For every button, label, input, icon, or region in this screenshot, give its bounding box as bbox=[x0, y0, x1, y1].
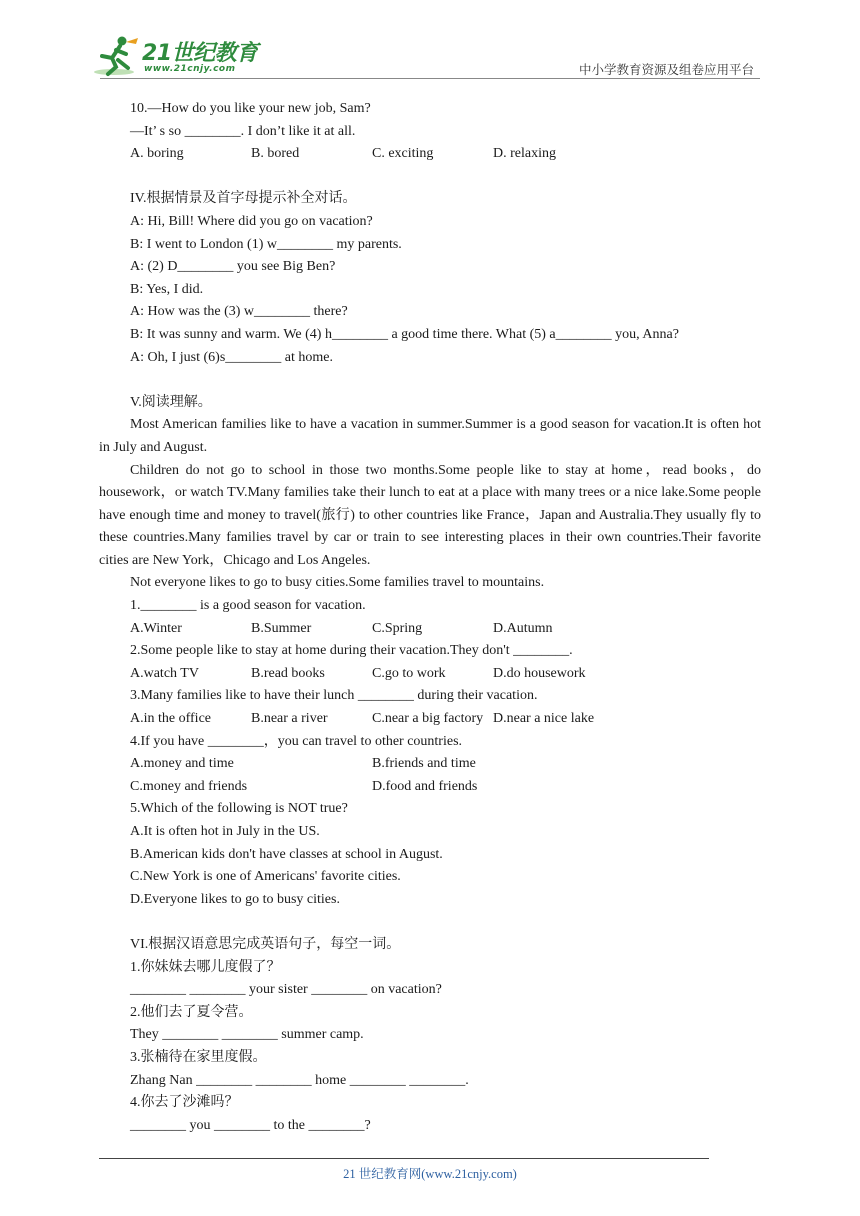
option-a: A.in the office bbox=[130, 711, 211, 727]
translation-prompt: 3.张楠待在家里度假。 bbox=[130, 1049, 267, 1065]
dialogue-line: B: It was sunny and warm. We (4) h________ a good time there. What (5) a________ you, Anna? bbox=[130, 326, 679, 342]
reading-paragraph: Most American families like to have a vacation in summer.Summer is a good season for vacation.It is often hot in July and August. bbox=[99, 417, 761, 455]
option-c: C.Spring bbox=[372, 620, 423, 636]
section-4-title: IV.根据情景及首字母提示补全对话。 bbox=[130, 191, 357, 207]
section-5-title: V.阅读理解。 bbox=[130, 394, 212, 410]
footer-divider bbox=[99, 1158, 709, 1159]
option-c: C. exciting bbox=[372, 146, 434, 162]
translation-answer: ________ ________ your sister ________ on vacation? bbox=[130, 982, 442, 998]
translation-prompt: 2.他们去了夏令营。 bbox=[130, 1004, 253, 1020]
option-b: B. bored bbox=[251, 146, 300, 162]
reading-q1-stem: 1.________ is a good season for vacation. bbox=[130, 598, 366, 614]
option-a: A.money and time bbox=[130, 756, 234, 772]
question-10-line2: —It’ s so ________. I don’t like it at all. bbox=[130, 123, 356, 139]
translation-answer: They ________ ________ summer camp. bbox=[130, 1027, 364, 1043]
option-a: A.Winter bbox=[130, 620, 182, 636]
option-b: B.Summer bbox=[251, 620, 312, 636]
dialogue-line: B: I went to London (1) w________ my parents. bbox=[130, 236, 402, 252]
runner-logo-icon bbox=[92, 34, 140, 78]
logo bbox=[92, 34, 262, 78]
question-10-stem: 10.—How do you like your new job, Sam? bbox=[130, 101, 371, 116]
reading-q4-options-row1 bbox=[99, 753, 761, 776]
page-header bbox=[0, 0, 860, 84]
option-a: A.watch TV bbox=[130, 665, 199, 681]
translation-prompt: 1.你妹妹去哪儿度假了？ bbox=[130, 959, 281, 975]
dialogue-line: A: (2) D________ you see Big Ben? bbox=[130, 259, 336, 275]
logo-text: 21世纪教育 bbox=[142, 41, 258, 66]
option-a: A.It is often hot in July in the US. bbox=[130, 824, 320, 839]
option-d: D.Autumn bbox=[493, 620, 553, 636]
reading-q3-options bbox=[99, 708, 761, 731]
translation-prompt: 4.你去了沙滩吗？ bbox=[130, 1095, 239, 1111]
reading-q3-stem: 3.Many families like to have their lunch ________ during their vacation. bbox=[130, 688, 538, 704]
option-c: C.New York is one of Americans' favorite cities. bbox=[130, 869, 401, 885]
reading-q2-stem: 2.Some people like to stay at home during their vacation.They don't ________. bbox=[130, 643, 573, 659]
option-b: B.read books bbox=[251, 665, 325, 681]
option-d: D.near a nice lake bbox=[493, 711, 595, 727]
dialogue-line: A: Hi, Bill! Where did you go on vacation? bbox=[130, 213, 373, 229]
reading-q2-options bbox=[99, 663, 761, 686]
section-6-title: VI.根据汉语意思完成英语句子，每空一词。 bbox=[130, 936, 401, 952]
reading-paragraph: Not everyone likes to go to busy cities.Some families travel to mountains. bbox=[130, 575, 545, 591]
translation-answer: ________ you ________ to the ________? bbox=[130, 1117, 371, 1133]
document-body bbox=[99, 98, 761, 1137]
logo-url: www.21cnjy.com bbox=[144, 64, 236, 74]
reading-paragraph: Children do not go to school in those two months.Some people like to stay at home，read books，do housework，or watch TV.Many families take their lunch to eat at a place with many trees or a nice lake.Some people have enough time and money to travel(旅行) to other countries like France，Japan and Australia.They usually fly to these countries.Many families travel by car or train to see interesting places in their own countries.Their favorite cities are New York，Chicago and Los Angeles. bbox=[99, 462, 761, 568]
translation-answer: Zhang Nan ________ ________ home ________ ________. bbox=[130, 1072, 469, 1088]
option-b: B.American kids don't have classes at school in August. bbox=[130, 846, 443, 862]
reading-q4-options-row2 bbox=[99, 776, 761, 799]
dialogue-line: B: Yes, I did. bbox=[130, 281, 204, 297]
dialogue-line: A: How was the (3) w________ there? bbox=[130, 304, 348, 320]
footer-text: 21 世纪教育网(www.21cnjy.com) bbox=[343, 1167, 517, 1181]
header-platform-text: 中小学教育资源及组卷应用平台 bbox=[578, 63, 754, 77]
option-d: D.Everyone likes to go to busy cities. bbox=[130, 891, 340, 907]
dialogue-line: A: Oh, I just (6)s________ at home. bbox=[130, 349, 333, 365]
option-b: B.friends and time bbox=[372, 756, 476, 772]
option-b: B.near a river bbox=[251, 711, 328, 727]
question-10-options bbox=[99, 143, 761, 166]
option-c: C.go to work bbox=[372, 665, 446, 681]
reading-q1-options bbox=[99, 618, 761, 641]
option-d: D. relaxing bbox=[493, 146, 556, 162]
header-divider bbox=[100, 78, 760, 79]
option-d: D.do housework bbox=[493, 665, 586, 681]
option-a: A. boring bbox=[130, 146, 184, 162]
option-d: D.food and friends bbox=[372, 778, 478, 794]
reading-q4-stem: 4.If you have ________，you can travel to other countries. bbox=[130, 733, 463, 749]
option-c: C.near a big factory bbox=[372, 711, 484, 727]
reading-q5-stem: 5.Which of the following is NOT true? bbox=[130, 801, 348, 817]
option-c: C.money and friends bbox=[130, 778, 248, 794]
